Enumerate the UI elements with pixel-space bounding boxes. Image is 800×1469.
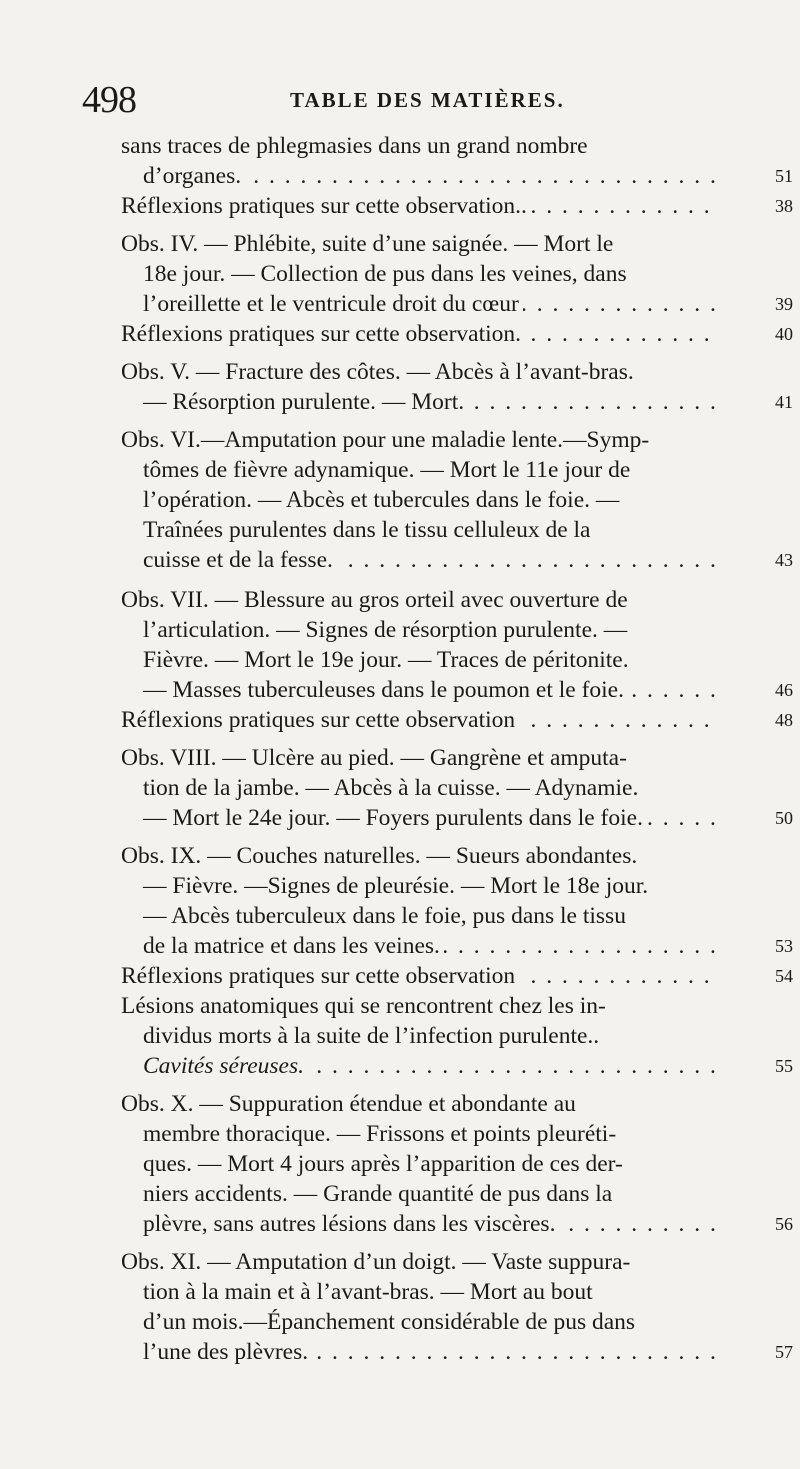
running-title: TABLE DES MATIÈRES.	[290, 88, 565, 112]
toc-line	[0, 931, 793, 961]
toc-page-ref: 50	[775, 808, 793, 828]
toc-line-text: Cavités séreuses.	[143, 1053, 308, 1079]
toc-entry	[0, 961, 800, 991]
toc-line	[0, 773, 721, 803]
toc-line	[0, 645, 721, 675]
toc-line	[0, 1051, 793, 1081]
toc-line	[0, 387, 793, 417]
toc-line	[0, 705, 793, 735]
page-header	[82, 78, 722, 122]
toc-entry	[0, 991, 800, 1081]
table-of-contents	[0, 131, 800, 1367]
toc-line	[0, 191, 793, 221]
toc-line-text: tômes de fièvre adynamique. — Mort le 11e jour de	[143, 457, 634, 483]
toc-entry	[0, 319, 800, 349]
toc-entry	[0, 705, 800, 735]
toc-line-text: d’un mois.—Épanchement considérable de pus dans	[143, 1309, 639, 1335]
toc-line-text: Lésions anatomiques qui se rencontrent chez les in-	[121, 993, 610, 1019]
toc-line	[0, 615, 721, 645]
toc-line-text: de la matrice et dans les veines.	[143, 933, 444, 959]
toc-line-text: Réflexions pratiques sur cette observation..	[121, 193, 531, 219]
toc-line	[0, 515, 721, 545]
toc-line-text: Traînées purulentes dans le tissu celluleux de la	[143, 517, 595, 543]
toc-line-text: l’oreillette et le ventricule droit du cœur	[143, 291, 523, 317]
toc-line-text: tion à la main et à l’avant-bras. — Mort au bout	[143, 1279, 597, 1305]
toc-line-text: Réflexions pratiques sur cette observation	[121, 707, 519, 733]
toc-line-text: dividus morts à la suite de l’infection purulente..	[143, 1023, 603, 1049]
toc-page-ref: 41	[775, 392, 793, 412]
toc-page-ref: 54	[775, 966, 793, 986]
toc-line	[0, 161, 793, 191]
toc-entry	[0, 191, 800, 221]
toc-page-ref: 53	[775, 936, 793, 956]
toc-line-text: — Mort le 24e jour. — Foyers purulents dans le foie.	[143, 805, 647, 831]
toc-entry	[0, 1247, 800, 1367]
toc-line-text: Obs. X. — Suppuration étendue et abondante au	[121, 1091, 580, 1117]
toc-line	[0, 803, 793, 833]
toc-line	[0, 585, 721, 615]
toc-line-text: Réflexions pratiques sur cette observation.	[121, 321, 525, 347]
toc-line-text: Obs. V. — Fracture des côtes. — Abcès à l’avant-bras.	[121, 359, 638, 385]
toc-line-text: Obs. VI.—Amputation pour une maladie lente.—Symp-	[121, 427, 653, 453]
toc-line	[0, 319, 793, 349]
toc-line-text: cuisse et de la fesse.	[143, 547, 337, 573]
toc-entry	[0, 229, 800, 319]
toc-line	[0, 1119, 721, 1149]
toc-line-text: Obs. VIII. — Ulcère au pied. — Gangrène et amputa-	[121, 745, 631, 771]
toc-line	[0, 1149, 721, 1179]
toc-line-text: — Fièvre. —Signes de pleurésie. — Mort le 18e jour.	[143, 873, 652, 899]
toc-entry	[0, 425, 800, 575]
toc-line	[0, 545, 793, 575]
toc-line	[0, 1247, 721, 1277]
toc-line	[0, 229, 721, 259]
toc-line	[0, 357, 721, 387]
toc-page-ref: 48	[775, 710, 793, 730]
toc-line-text: Obs. IV. — Phlébite, suite d’une saignée. — Mort le	[121, 231, 617, 257]
page-number: 498	[82, 79, 136, 121]
toc-line	[0, 289, 793, 319]
toc-line	[0, 259, 721, 289]
toc-page-ref: 43	[775, 550, 793, 570]
toc-line	[0, 901, 721, 931]
toc-line-text: ques. — Mort 4 jours après l’apparition de ces der-	[143, 1151, 627, 1177]
toc-page-ref: 56	[775, 1214, 793, 1234]
toc-line	[0, 485, 721, 515]
toc-line-text: Réflexions pratiques sur cette observation	[121, 963, 519, 989]
toc-entry	[0, 1089, 800, 1239]
toc-line-text: l’opération. — Abcès et tubercules dans le foie. —	[143, 487, 623, 513]
toc-line-text: sans traces de phlegmasies dans un grand nombre	[121, 133, 592, 159]
toc-line-text: 18e jour. — Collection de pus dans les veines, dans	[143, 261, 631, 287]
toc-line-text: d’organes.	[143, 163, 245, 189]
toc-line-text: tion de la jambe. — Abcès à la cuisse. — Adynamie.	[143, 775, 642, 801]
toc-line	[0, 1277, 721, 1307]
toc-line-text: Obs. IX. — Couches naturelles. — Sueurs abondantes.	[121, 843, 641, 869]
toc-page-ref: 38	[775, 196, 793, 216]
toc-line	[0, 1209, 793, 1239]
toc-line-text: niers accidents. — Grande quantité de pus dans la	[143, 1181, 616, 1207]
toc-line-text: Fièvre. — Mort le 19e jour. — Traces de péritonite.	[143, 647, 633, 673]
toc-page-ref: 57	[775, 1342, 793, 1362]
toc-page-ref: 55	[775, 1056, 793, 1076]
toc-entry	[0, 357, 800, 417]
toc-line	[0, 1179, 721, 1209]
toc-line-text: membre thoracique. — Frissons et points pleuréti-	[143, 1121, 620, 1147]
toc-line-text: Obs. VII. — Blessure au gros orteil avec ouverture de	[121, 587, 632, 613]
toc-line	[0, 1307, 721, 1337]
toc-line-text: l’une des plèvres.	[143, 1339, 312, 1365]
toc-line-text: — Abcès tuberculeux dans le foie, pus dans le tissu	[143, 903, 630, 929]
toc-page-ref: 39	[775, 294, 793, 314]
toc-line	[0, 1021, 721, 1051]
toc-line-text: plèvre, sans autres lésions dans les viscères.	[143, 1211, 559, 1237]
toc-line	[0, 425, 721, 455]
toc-page-ref: 40	[775, 324, 793, 344]
toc-line	[0, 961, 793, 991]
toc-page-ref: 51	[775, 166, 793, 186]
toc-line	[0, 1089, 721, 1119]
toc-line-text: — Masses tuberculeuses dans le poumon et le foie.	[143, 677, 628, 703]
toc-line	[0, 675, 793, 705]
toc-line-text: Obs. XI. — Amputation d’un doigt. — Vaste suppura-	[121, 1249, 634, 1275]
toc-line	[0, 841, 721, 871]
toc-line	[0, 1337, 793, 1367]
toc-line	[0, 131, 721, 161]
toc-entry	[0, 841, 800, 961]
toc-page-ref: 46	[775, 680, 793, 700]
toc-line	[0, 743, 721, 773]
toc-line-text: l’articulation. — Signes de résorption purulente. —	[143, 617, 631, 643]
toc-entry	[0, 743, 800, 833]
toc-line	[0, 455, 721, 485]
toc-entry	[0, 131, 800, 191]
toc-entry	[0, 585, 800, 705]
toc-line	[0, 871, 721, 901]
toc-line	[0, 991, 721, 1021]
toc-line-text: — Résorption purulente. — Mort.	[143, 389, 468, 415]
